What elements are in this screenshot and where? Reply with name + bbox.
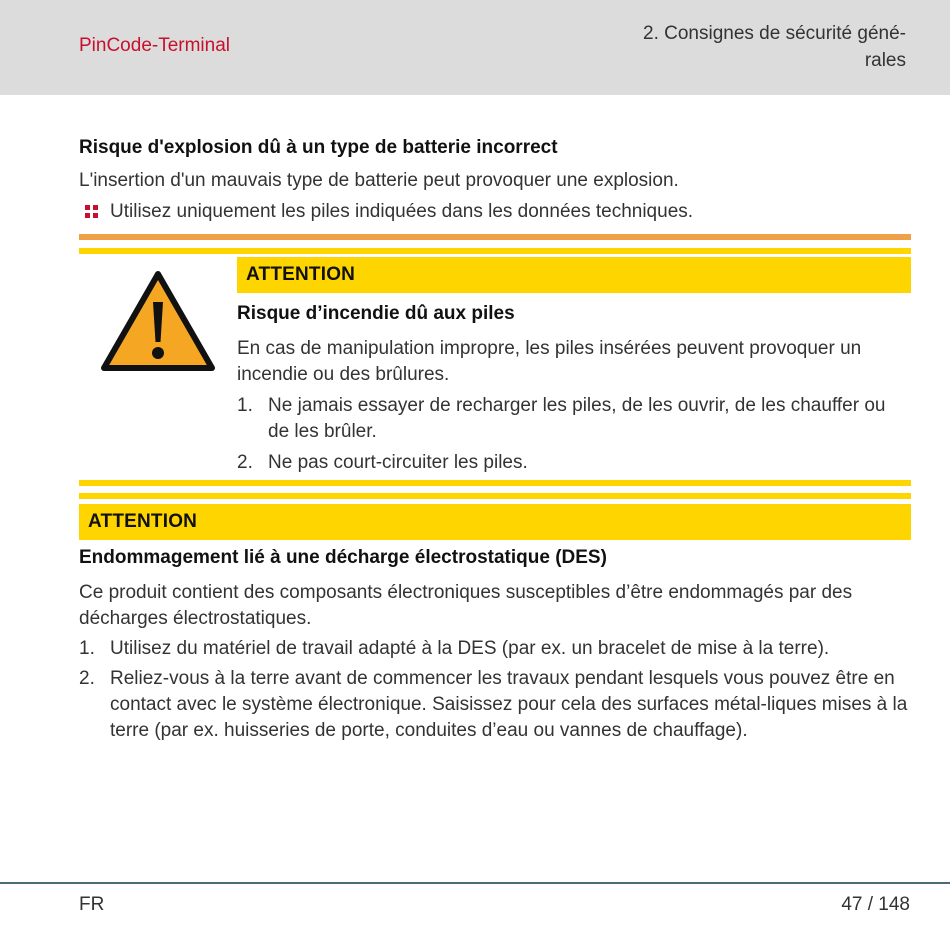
battery-section-title: Risque d'explosion dû à un type de batterie incorrect (79, 137, 558, 158)
fire-step-1-number: 1. (237, 395, 253, 416)
footer-page-number: 47 / 148 (841, 894, 910, 915)
chapter-title-line1: 2. Consignes de sécurité géné- (643, 23, 906, 44)
esd-warning-title: Endommagement lié à une décharge électrostatique (DES) (79, 547, 607, 568)
esd-step-1 (79, 636, 911, 662)
esd-step-2-number: 2. (79, 668, 95, 689)
esd-warning-block (79, 545, 911, 744)
esd-step-2-text: Reliez-vous à la terre avant de commencer les travaux pendant lesquels vous pouvez être en contact avec le système électronique. Saisissez pour cela des surfaces métal-liques mises à la terre (par ex. huisseries de porte, conduites d’eau ou vannes de chauffage). (110, 668, 908, 741)
footer-divider (0, 882, 950, 884)
fire-step-2-text: Ne pas court-circuiter les piles. (268, 452, 528, 473)
fire-step-2 (237, 450, 911, 476)
warning-triangle-icon (100, 270, 216, 372)
separator-yellow-3 (79, 493, 911, 499)
brand-title: PinCode-Terminal (79, 35, 231, 56)
fire-warning-text: En cas de manipulation impropre, les piles insérées peuvent provoquer un incendie ou des brûlures. (237, 338, 862, 385)
fire-warning-block (237, 301, 911, 476)
fire-step-1 (237, 393, 911, 445)
separator-orange (79, 234, 911, 240)
fire-step-2-number: 2. (237, 452, 253, 473)
page-header (0, 0, 950, 95)
esd-step-1-text: Utilisez du matériel de travail adapté à la DES (par ex. un bracelet de mise à la terre). (110, 638, 830, 659)
battery-section (79, 133, 911, 225)
attention-banner-esd: ATTENTION (79, 504, 911, 540)
separator-yellow (79, 248, 911, 254)
battery-section-text: L'insertion d'un mauvais type de batterie peut provoquer une explosion. (79, 170, 679, 191)
esd-step-2 (79, 666, 911, 744)
fire-warning-title: Risque d’incendie dû aux piles (237, 303, 515, 324)
esd-step-1-number: 1. (79, 638, 95, 659)
fire-step-1-text: Ne jamais essayer de recharger les piles, de les ouvrir, de les chauffer ou de les brûler. (268, 395, 886, 442)
chapter-title-line2: rales (864, 50, 906, 71)
chapter-title (586, 20, 906, 74)
battery-bullet-item (79, 199, 911, 225)
battery-bullet-text: Utilisez uniquement les piles indiquées dans les données techniques. (110, 201, 694, 222)
separator-yellow-2 (79, 480, 911, 486)
attention-banner-fire: ATTENTION (237, 257, 911, 293)
footer-language: FR (79, 894, 105, 915)
esd-warning-text: Ce produit contient des composants électroniques susceptibles d’être endommagés par des décharges électrostatiques. (79, 582, 853, 629)
red-square-bullet-icon (85, 205, 98, 218)
